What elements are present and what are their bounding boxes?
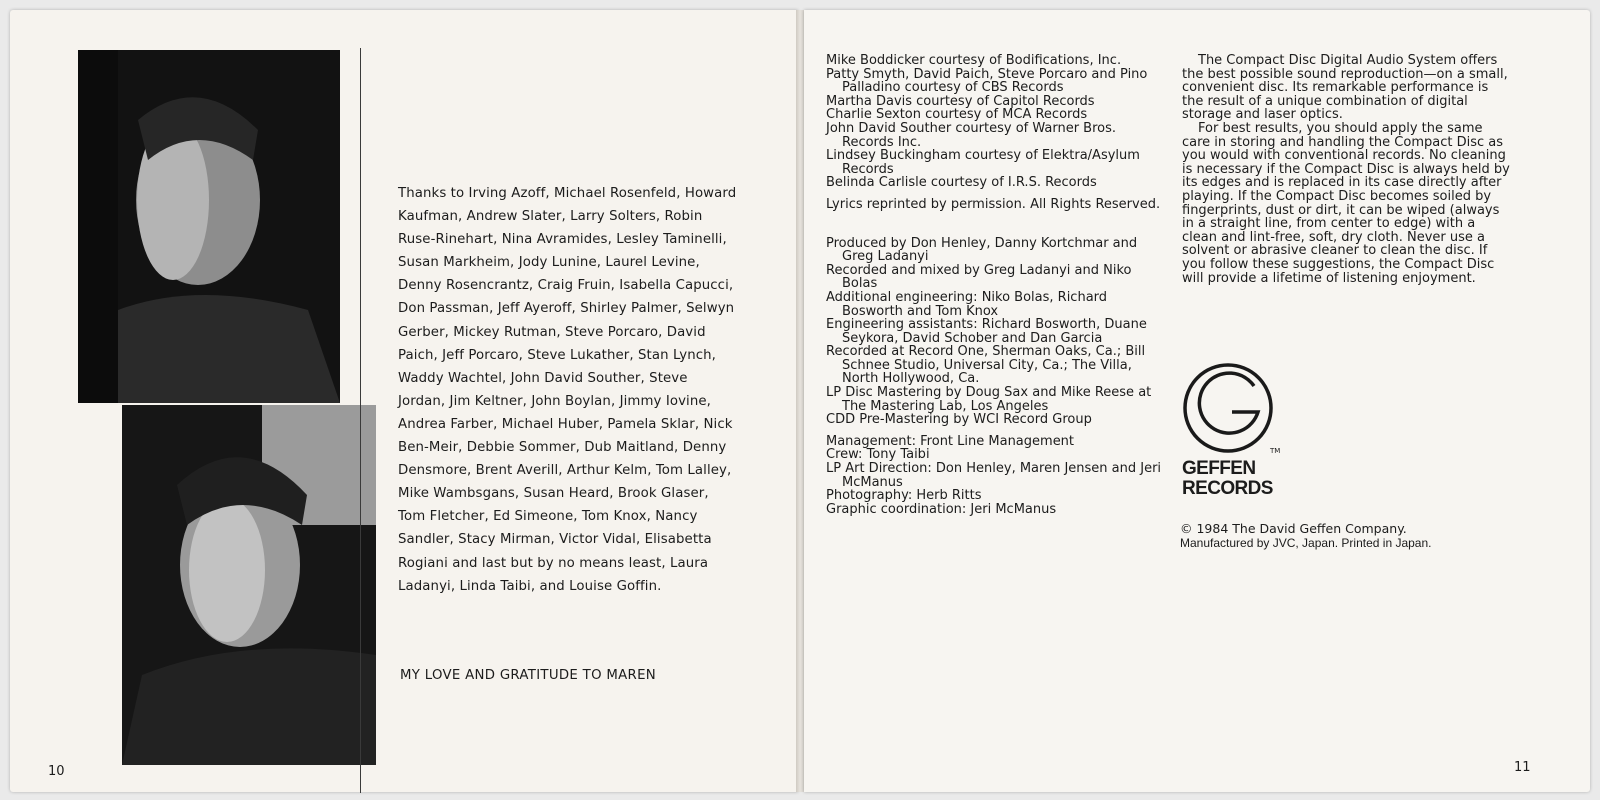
- credit-line: LP Art Direction: Don Henley, Maren Jensen and Jeri McManus: [826, 461, 1162, 490]
- courtesy-credits: [826, 54, 1166, 190]
- credit-line: Crew: Tony Taibi: [826, 447, 930, 463]
- disc-paragraph: The Compact Disc Digital Audio System offers the best possible sound reproduction—on a small, convenient disc. Its remarkable performance is the result of a unique combination of digital storage and laser optics.: [1182, 53, 1508, 123]
- credit-line: Engineering assistants: Richard Bosworth, Duane Seykora, David Schober and Dan Garcia: [826, 317, 1147, 346]
- credit-line: Martha Davis courtesy of Capitol Records: [826, 93, 1095, 109]
- credit-line: Additional engineering: Niko Bolas, Richard Bosworth and Tom Knox: [826, 289, 1108, 319]
- page-number-right: 11: [1514, 760, 1531, 775]
- copyright-notice: [1180, 522, 1510, 550]
- credit-line: Photography: Herb Ritts: [826, 488, 982, 504]
- copyright-line: © 1984 The David Geffen Company.: [1180, 521, 1407, 536]
- management-credits: [826, 435, 1166, 517]
- page-number-left: 10: [48, 764, 65, 779]
- credit-line: Graphic coordination: Jeri McManus: [826, 501, 1057, 517]
- credit-line: John David Souther courtesy of Warner Bros. Records Inc.: [826, 120, 1117, 150]
- credit-line: LP Disc Mastering by Doug Sax and Mike Reese at The Mastering Lab, Los Angeles: [826, 385, 1152, 414]
- production-credits: [826, 237, 1166, 427]
- credit-line: Recorded at Record One, Sherman Oaks, Ca.; Bill Schnee Studio, Universal City, Ca.; The Villa, North Hollywood, Ca.: [826, 344, 1146, 387]
- credit-line: Lyrics reprinted by permission. All Rights Reserved.: [826, 196, 1161, 212]
- portrait-photo-top: [78, 50, 340, 403]
- left-page: [10, 10, 798, 792]
- geffen-records-logo: [1182, 362, 1282, 498]
- disc-paragraph: For best results, you should apply the same care in storing and handling the Compact Disc as you would with conventional records. No cleaning is necessary if the Compact Disc is always held by its edges and is replaced in its case directly after playing. If the Compact Disc becomes soiled by fingerprints, dust or dirt, it can be wiped (always in a straight line, from center to edge) with a clean and lint-free, soft, dry cloth. Never use a solvent or abrasive cleaner to clean the disc. If you follow these suggestions, the Compact Disc will provide a lifetime of listening enjoyment.: [1182, 120, 1510, 286]
- credit-line: CDD Pre-Mastering by WCI Record Group: [826, 412, 1092, 428]
- compact-disc-care-text: [1182, 54, 1512, 285]
- logo-word-records: RECORDS: [1182, 478, 1273, 499]
- credit-line: Belinda Carlisle courtesy of I.R.S. Records: [826, 175, 1097, 191]
- credit-line: Mike Boddicker courtesy of Bodifications, Inc.: [826, 53, 1122, 68]
- credits-column: [826, 54, 1166, 516]
- geffen-g-icon: [1182, 362, 1281, 458]
- credit-line: Produced by Don Henley, Danny Kortchmar and Greg Ladanyi: [826, 235, 1138, 265]
- acknowledgements-text: Thanks to Irving Azoff, Michael Rosenfeld, Howard Kaufman, Andrew Slater, Larry Solters, Robin Ruse-Rinehart, Nina Avramides, Lesley Taminelli, Susan Markheim, Jody Lunine, Laurel Levine, Denny Rosencrantz, Craig Fruin, Isabella Capucci, Don Passman, Jeff Ayeroff, Shirley Palmer, Selwyn Gerber, Mickey Rutman, Steve Porcaro, David Paich, Jeff Porcaro, Steve Lukather, Stan Lynch, Waddy Wachtel, John David Souther, Steve Jordan, Jim Keltner, John Boylan, Jimmy Iovine, Andrea Farber, Michael Huber, Pamela Sklar, Nick Ben-Meir, Debbie Sommer, Dub Maitland, Denny Densmore, Brent Averill, Arthur Kelm, Tom Lalley, Mike Wambsgans, Susan Heard, Brook Glaser, Tom Fletcher, Ed Simeone, Tom Knox, Nancy Sandler, Stacy Mirman, Victor Vidal, Elisabetta Rogiani and last but by no means least, Laura Ladanyi, Linda Taibi, and Louise Goffin.: [398, 186, 737, 594]
- portrait-photo-bottom: [122, 405, 376, 765]
- credit-line: Recorded and mixed by Greg Ladanyi and Niko Bolas: [826, 262, 1132, 292]
- credit-line: Management: Front Line Management: [826, 433, 1075, 449]
- manufacturing-line: Manufactured by JVC, Japan. Printed in Japan.: [1180, 536, 1432, 550]
- divider-line: [360, 48, 361, 793]
- trademark-mark: TM: [1270, 447, 1281, 455]
- credit-line: Charlie Sexton courtesy of MCA Records: [826, 107, 1088, 123]
- credit-line: Lindsey Buckingham courtesy of Elektra/Asylum Records: [826, 148, 1140, 177]
- dedication-text: MY LOVE AND GRATITUDE TO MAREN: [400, 668, 657, 683]
- lyrics-permission: [826, 198, 1166, 212]
- credit-line: Patty Smyth, David Paich, Steve Porcaro and Pino Palladino courtesy of CBS Records: [826, 66, 1148, 96]
- logo-word-geffen: GEFFEN: [1182, 458, 1256, 479]
- right-page: [804, 10, 1590, 792]
